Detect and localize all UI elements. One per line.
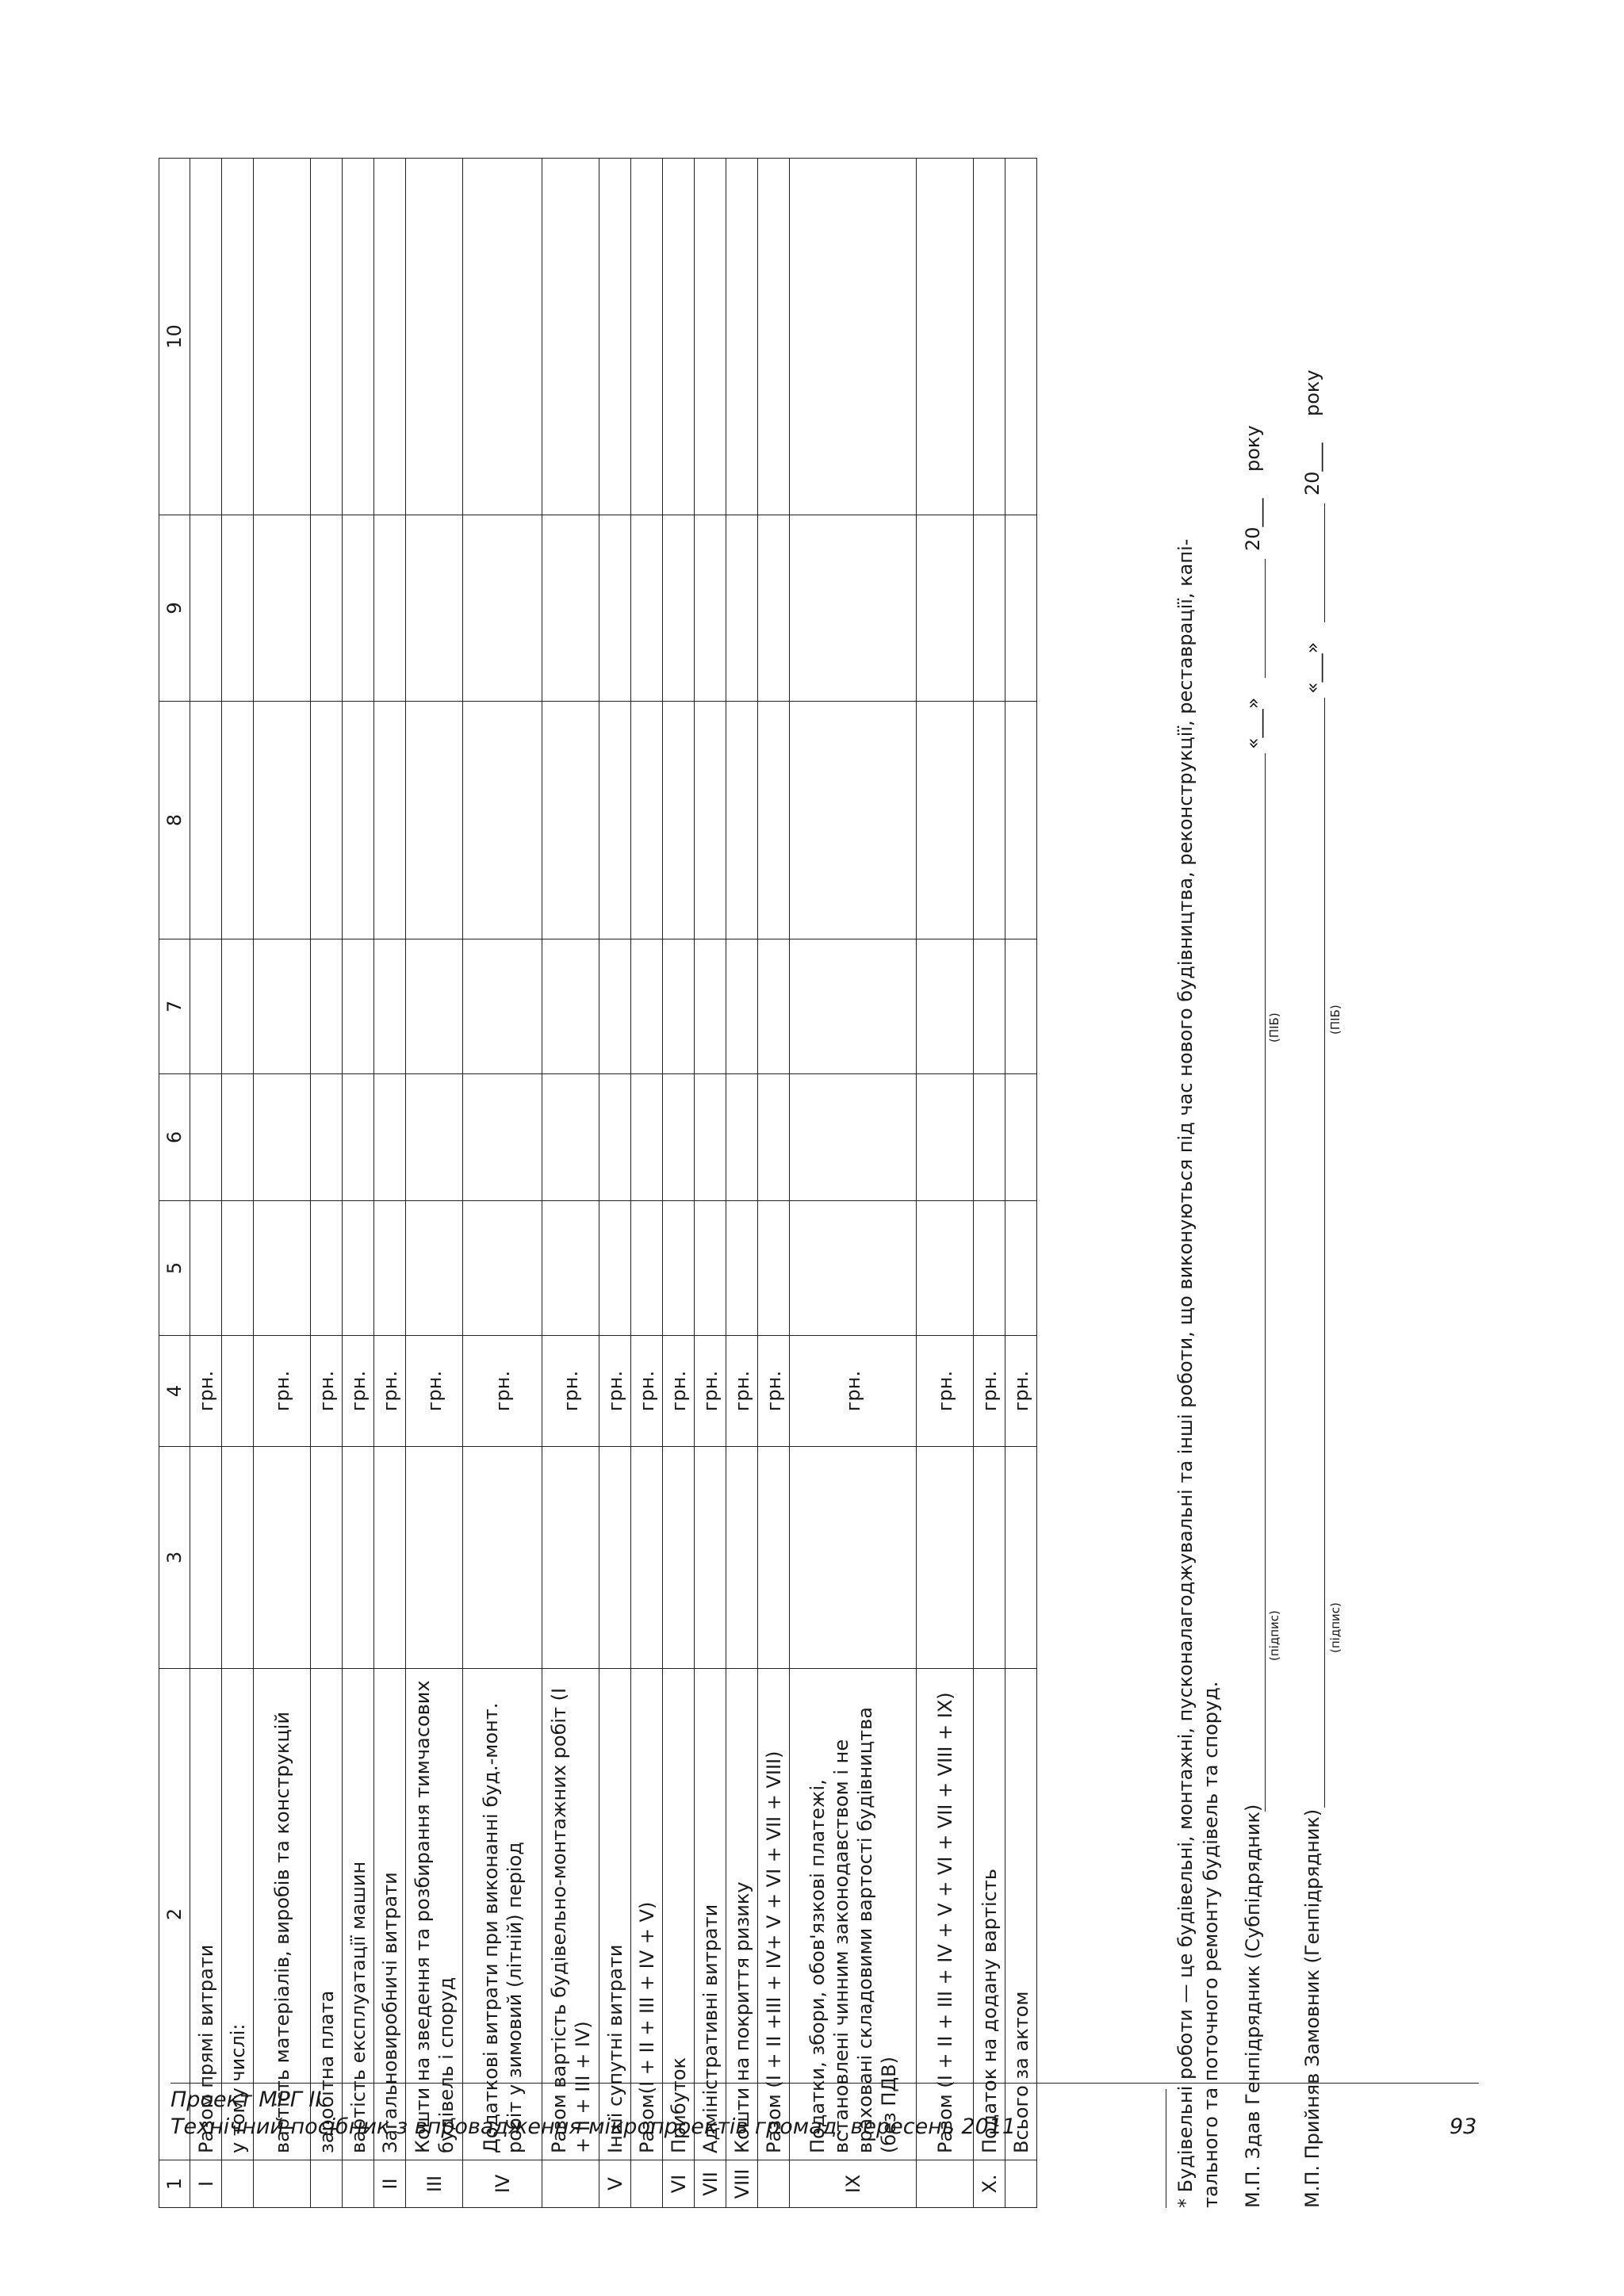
empty-cell <box>917 1074 974 1201</box>
row-unit: грн. <box>254 1336 311 1447</box>
empty-cell <box>311 702 343 939</box>
row-name: Разом (I + II + III + IV + V + VI + VII + VIII + IX) <box>917 1669 974 2160</box>
empty-cell <box>631 515 663 702</box>
row-name: Кошти на покриття ризику <box>726 1669 758 2160</box>
empty-cell <box>1005 159 1037 515</box>
sign1-date-day: «___» <box>1242 697 1264 749</box>
empty-cell <box>254 939 311 1074</box>
empty-cell <box>1005 1201 1037 1336</box>
empty-cell <box>343 939 374 1074</box>
row-unit: грн. <box>599 1336 631 1447</box>
row-number <box>343 2160 374 2208</box>
empty-cell <box>542 159 599 515</box>
row-number: X. <box>974 2160 1005 2208</box>
table-row <box>599 159 631 2208</box>
empty-cell <box>311 159 343 515</box>
row-unit: грн. <box>374 1336 406 1447</box>
empty-cell <box>254 159 311 515</box>
empty-cell <box>343 515 374 702</box>
row-number: IV <box>463 2160 542 2208</box>
empty-cell <box>599 515 631 702</box>
empty-cell <box>695 1074 726 1201</box>
row-number: III <box>406 2160 463 2208</box>
row-name: Всього за актом <box>1005 1669 1037 2160</box>
row-number: IX <box>790 2160 917 2208</box>
row-unit: грн. <box>790 1336 917 1447</box>
empty-cell <box>311 1201 343 1336</box>
row-number: I <box>190 2160 222 2208</box>
table-row <box>374 159 406 2208</box>
empty-cell <box>190 939 222 1074</box>
empty-cell <box>917 939 974 1074</box>
sign1-date-line <box>1265 559 1266 678</box>
empty-cell <box>631 1447 663 1669</box>
empty-cell <box>917 515 974 702</box>
footnote-line-2: тального та поточного ремонту будівель та споруд. <box>1200 1681 1222 2208</box>
header-cell: 3 <box>159 1447 190 1669</box>
empty-cell <box>790 939 917 1074</box>
empty-cell <box>974 1074 1005 1201</box>
sign1-line <box>1265 753 1266 1812</box>
empty-cell <box>222 939 254 1074</box>
row-unit: грн. <box>695 1336 726 1447</box>
empty-cell <box>631 1074 663 1201</box>
empty-cell <box>343 702 374 939</box>
table-row <box>974 159 1005 2208</box>
empty-cell <box>463 1447 542 1669</box>
empty-cell <box>631 1201 663 1336</box>
empty-cell <box>695 939 726 1074</box>
table-row <box>663 159 695 2208</box>
row-number <box>758 2160 790 2208</box>
empty-cell <box>726 702 758 939</box>
header-cell: 9 <box>159 515 190 702</box>
row-number: VI <box>663 2160 695 2208</box>
table-row <box>463 159 542 2208</box>
table-row <box>343 159 374 2208</box>
empty-cell <box>254 1074 311 1201</box>
table-row <box>406 159 463 2208</box>
empty-cell <box>542 939 599 1074</box>
empty-cell <box>343 1447 374 1669</box>
empty-cell <box>343 159 374 515</box>
table-header-row <box>159 159 190 2208</box>
empty-cell <box>758 159 790 515</box>
row-number: VIII <box>726 2160 758 2208</box>
empty-cell <box>974 1447 1005 1669</box>
page-number: 93 <box>1450 2114 1477 2139</box>
row-name: вартість матеріалів, виробів та конструкцій <box>254 1669 311 2160</box>
empty-cell <box>631 939 663 1074</box>
empty-cell <box>542 1201 599 1336</box>
empty-cell <box>463 939 542 1074</box>
empty-cell <box>599 1074 631 1201</box>
empty-cell <box>695 702 726 939</box>
table-row <box>726 159 758 2208</box>
empty-cell <box>758 1201 790 1336</box>
empty-cell <box>463 702 542 939</box>
table-row <box>631 159 663 2208</box>
row-name: Податки, збори, обов'язкові платежі, встановлені чинним законодавством і не враховані складовими вартості будівництва (без ПДВ) <box>790 1669 917 2160</box>
empty-cell <box>1005 702 1037 939</box>
empty-cell <box>222 1447 254 1669</box>
empty-cell <box>406 159 463 515</box>
table-row <box>254 159 311 2208</box>
empty-cell <box>974 159 1005 515</box>
empty-cell <box>790 515 917 702</box>
row-name: Разом прямі витрати <box>190 1669 222 2160</box>
row-unit: грн. <box>406 1336 463 1447</box>
sign2-date-day: «___» <box>1301 641 1323 694</box>
empty-cell <box>222 1201 254 1336</box>
table-row <box>311 159 343 2208</box>
row-unit: грн. <box>1005 1336 1037 1447</box>
empty-cell <box>254 702 311 939</box>
row-number: II <box>374 2160 406 2208</box>
row-name: заробітна плата <box>311 1669 343 2160</box>
empty-cell <box>406 939 463 1074</box>
empty-cell <box>790 159 917 515</box>
sign2-line <box>1324 698 1325 1808</box>
empty-cell <box>663 1201 695 1336</box>
empty-cell <box>254 515 311 702</box>
empty-cell <box>758 1447 790 1669</box>
row-name: Разом(I + II + III + IV + V) <box>631 1669 663 2160</box>
sign1-year: 20___ <box>1242 498 1264 551</box>
header-cell: 10 <box>159 159 190 515</box>
row-name: Адміністративні витрати <box>695 1669 726 2160</box>
empty-cell <box>631 159 663 515</box>
row-unit: грн. <box>631 1336 663 1447</box>
empty-cell <box>374 939 406 1074</box>
empty-cell <box>758 515 790 702</box>
empty-cell <box>663 1447 695 1669</box>
row-name: вартість експлуатації машин <box>343 1669 374 2160</box>
row-unit: грн. <box>190 1336 222 1447</box>
header-cell: 7 <box>159 939 190 1074</box>
empty-cell <box>599 1201 631 1336</box>
row-number <box>542 2160 599 2208</box>
row-unit: грн. <box>758 1336 790 1447</box>
table-row <box>190 159 222 2208</box>
empty-cell <box>190 159 222 515</box>
row-number <box>254 2160 311 2208</box>
row-number: V <box>599 2160 631 2208</box>
empty-cell <box>542 1447 599 1669</box>
empty-cell <box>222 1074 254 1201</box>
sign2-year-suffix: року <box>1301 369 1323 416</box>
row-unit <box>222 1336 254 1447</box>
sign2-name-caption: (ПІБ) <box>1328 1004 1342 1035</box>
row-number <box>631 2160 663 2208</box>
row-unit: грн. <box>726 1336 758 1447</box>
empty-cell <box>758 702 790 939</box>
empty-cell <box>222 702 254 939</box>
empty-cell <box>663 939 695 1074</box>
header-cell: 4 <box>159 1336 190 1447</box>
footer-separator <box>170 2083 1479 2084</box>
empty-cell <box>374 159 406 515</box>
row-name: Разом вартість будівельно-монтажних робіт (I + II + III + IV) <box>542 1669 599 2160</box>
empty-cell <box>695 515 726 702</box>
empty-cell <box>542 1074 599 1201</box>
empty-cell <box>790 1074 917 1201</box>
table-row <box>542 159 599 2208</box>
header-cell: 2 <box>159 1669 190 2160</box>
empty-cell <box>374 1074 406 1201</box>
empty-cell <box>726 1074 758 1201</box>
empty-cell <box>374 1447 406 1669</box>
empty-cell <box>222 159 254 515</box>
empty-cell <box>790 1201 917 1336</box>
sign2-date-line <box>1324 503 1325 622</box>
empty-cell <box>463 1074 542 1201</box>
table-row <box>695 159 726 2208</box>
empty-cell <box>726 939 758 1074</box>
table-row <box>1005 159 1037 2208</box>
empty-cell <box>406 1074 463 1201</box>
header-cell: 5 <box>159 1201 190 1336</box>
empty-cell <box>695 159 726 515</box>
empty-cell <box>790 1447 917 1669</box>
row-name: Кошти на зведення та розбирання тимчасових будівель і споруд <box>406 1669 463 2160</box>
empty-cell <box>599 159 631 515</box>
row-unit: грн. <box>663 1336 695 1447</box>
row-unit: грн. <box>463 1336 542 1447</box>
empty-cell <box>758 1074 790 1201</box>
empty-cell <box>974 1201 1005 1336</box>
sign2-signature-caption: (підпис) <box>1328 1602 1342 1653</box>
empty-cell <box>790 702 917 939</box>
empty-cell <box>463 1201 542 1336</box>
empty-cell <box>726 159 758 515</box>
empty-cell <box>343 1201 374 1336</box>
empty-cell <box>917 702 974 939</box>
empty-cell <box>974 939 1005 1074</box>
row-name: Разом (I + II +III + IV+ V + VI + VII + VIII) <box>758 1669 790 2160</box>
empty-cell <box>343 1074 374 1201</box>
row-number <box>917 2160 974 2208</box>
empty-cell <box>190 1201 222 1336</box>
empty-cell <box>663 1074 695 1201</box>
footer-manual-title: Технічний посібник з впровадження мікропроектів громад, вересень 2011 <box>170 2114 1017 2139</box>
row-name: у тому числі: <box>222 1669 254 2160</box>
sign2-year: 20___ <box>1301 442 1323 496</box>
empty-cell <box>758 939 790 1074</box>
sign1-signature-caption: (підпис) <box>1267 1610 1281 1661</box>
empty-cell <box>406 702 463 939</box>
header-cell: 6 <box>159 1074 190 1201</box>
empty-cell <box>974 515 1005 702</box>
sign1-label: М.П. Здав Генпідрядник (Субпідрядник) <box>1242 1804 1264 2208</box>
empty-cell <box>406 1447 463 1669</box>
empty-cell <box>311 1447 343 1669</box>
empty-cell <box>663 515 695 702</box>
empty-cell <box>1005 939 1037 1074</box>
table-row <box>917 159 974 2208</box>
rotated-page-content <box>159 159 1550 2208</box>
empty-cell <box>222 515 254 702</box>
table-row <box>222 159 254 2208</box>
empty-cell <box>311 515 343 702</box>
empty-cell <box>406 1201 463 1336</box>
sign2-label: М.П. Прийняв Замовник (Генпідрядник) <box>1301 1808 1323 2208</box>
empty-cell <box>374 702 406 939</box>
sign1-year-suffix: року <box>1242 425 1264 472</box>
empty-cell <box>1005 515 1037 702</box>
row-number: VII <box>695 2160 726 2208</box>
empty-cell <box>463 159 542 515</box>
header-cell: 8 <box>159 702 190 939</box>
empty-cell <box>190 702 222 939</box>
empty-cell <box>1005 1074 1037 1201</box>
empty-cell <box>599 702 631 939</box>
empty-cell <box>974 702 1005 939</box>
row-name: Загальновиробничі витрати <box>374 1669 406 2160</box>
row-number <box>222 2160 254 2208</box>
empty-cell <box>542 515 599 702</box>
empty-cell <box>190 1447 222 1669</box>
table-row <box>790 159 917 2208</box>
empty-cell <box>406 515 463 702</box>
empty-cell <box>190 1074 222 1201</box>
empty-cell <box>599 939 631 1074</box>
row-unit: грн. <box>311 1336 343 1447</box>
empty-cell <box>663 702 695 939</box>
empty-cell <box>695 1201 726 1336</box>
sign1-name-caption: (ПІБ) <box>1267 1012 1281 1043</box>
row-name: Податок на додану вартість <box>974 1669 1005 2160</box>
empty-cell <box>726 1447 758 1669</box>
empty-cell <box>374 515 406 702</box>
empty-cell <box>1005 1447 1037 1669</box>
footer-project: Проект МРГ ІІ <box>170 2087 322 2112</box>
empty-cell <box>631 702 663 939</box>
empty-cell <box>726 1201 758 1336</box>
table-row <box>758 159 790 2208</box>
empty-cell <box>190 515 222 702</box>
row-unit: грн. <box>974 1336 1005 1447</box>
empty-cell <box>542 702 599 939</box>
row-unit: грн. <box>917 1336 974 1447</box>
empty-cell <box>726 515 758 702</box>
row-name: Додаткові витрати при виконанні буд.-монт. робіт у зимовий (літній) період <box>463 1669 542 2160</box>
row-unit: грн. <box>542 1336 599 1447</box>
empty-cell <box>917 1201 974 1336</box>
row-number <box>1005 2160 1037 2208</box>
empty-cell <box>663 159 695 515</box>
empty-cell <box>695 1447 726 1669</box>
empty-cell <box>463 515 542 702</box>
row-name: Прибуток <box>663 1669 695 2160</box>
empty-cell <box>254 1447 311 1669</box>
empty-cell <box>311 939 343 1074</box>
empty-cell <box>917 159 974 515</box>
row-name: Інші супутні витрати <box>599 1669 631 2160</box>
empty-cell <box>311 1074 343 1201</box>
header-cell: 1 <box>159 2160 190 2208</box>
row-number <box>311 2160 343 2208</box>
empty-cell <box>374 1201 406 1336</box>
empty-cell <box>917 1447 974 1669</box>
empty-cell <box>599 1447 631 1669</box>
cost-table <box>159 158 1037 2208</box>
empty-cell <box>254 1201 311 1336</box>
footnote-line-1: * Будівельні роботи — це будівельні, монтажні, пусконалагоджувальні та інші роботи, що виконуються під час нового будівництва, реконструкції, реставрації, капі- <box>1174 538 1197 2208</box>
row-unit: грн. <box>343 1336 374 1447</box>
